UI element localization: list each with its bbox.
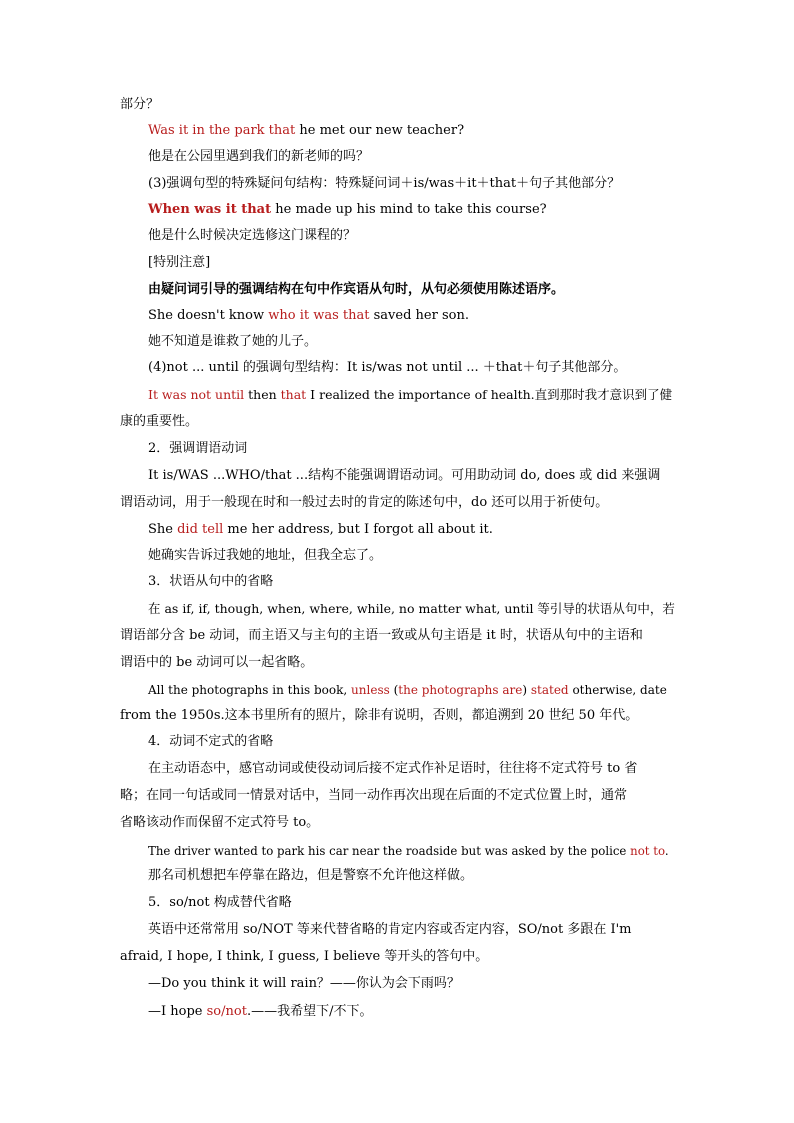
text: 康的重要性。 [120,414,199,429]
text: All the photographs in this book, [148,683,352,697]
text: he made up his mind to take this course? [271,202,547,217]
text: I realized the importance of health.直到那时我才意识到了健 [306,387,673,402]
text: 3．状语从句中的省略 [148,574,274,589]
text: —Do you think it will rain？——你认为会下雨吗？ [148,976,460,991]
text: 他是在公园里遇到我们的新老师的吗？ [148,149,370,164]
emphasis-text: unless [351,683,390,697]
emphasis-text: did tell [177,522,224,537]
text: 省略该动作而保留不定式符号 to。 [120,815,320,830]
example-sentence [148,122,676,140]
text: . [664,844,669,858]
text: .——我希望下/不下。 [246,1004,373,1019]
translation [148,547,676,565]
text-line [148,600,676,618]
emphasis-text: not to [630,844,665,858]
emphasis-text: so/not [206,1004,247,1019]
text: It is/WAS ...WHO/that ...结构不能强调谓语动词。可用助动词 do, does 或 did 来强调 [148,468,661,483]
text-line [120,413,676,431]
example-sentence [148,386,676,404]
text: saved her son. [369,308,469,323]
emphasis-text: the photographs are [398,683,523,697]
text: 谓语动词，用于一般现在时和一般过去时的肯定的陈述句中，do 还可以用于祈使句。 [120,495,609,510]
text: 谓语部分含 be 动词，而主语又与主句的主语一致或从句主语是 it 时，状语从句中的主语和 [120,628,643,643]
section-heading [148,733,676,751]
text: 部分？ [120,97,160,112]
example-sentence [148,307,676,325]
text: 他是什么时候决定选修这门课程的？ [148,228,357,243]
text: 2．强调谓语动词 [148,441,248,456]
text: 英语中还常常用 so/NOT 等来代替省略的肯定内容或否定内容，SO/not 多跟在 I'm [148,922,632,937]
example-sentence [148,521,676,539]
translation [120,707,676,725]
text: 在主动语态中，感官动词或使役动词后接不定式作补足语时，往往将不定式符号 to 省 [148,761,638,776]
section-heading [148,573,676,591]
text-line [120,494,676,512]
rule-line [148,175,676,193]
example-sentence [148,201,676,219]
section-heading [148,440,676,458]
translation [148,227,676,245]
section-heading [148,894,676,912]
note-text [148,281,676,299]
text: 略；在同一句话或同一情景对话中，当同一动作再次出现在后面的不定式位置上时，通常 [120,788,628,803]
emphasis-text: that [280,387,307,402]
text: 4．动词不定式的省略 [148,734,274,749]
text-line [148,467,676,485]
text: (4)not ... until 的强调句型结构：It is/was not until ... ＋that＋句子其他部分。 [148,360,627,375]
text: me her address, but I forgot all about it. [223,522,493,537]
text: afraid, I hope, I think, I guess, I believe 等开头的答句中。 [120,949,489,964]
text: —I hope [148,1004,207,1019]
text-line [120,787,676,805]
text: ( [389,683,399,697]
translation [148,333,676,351]
text: 在 as if, if, though, when, where, while, no matter what, until 等引导的状语从句中，若 [148,601,675,616]
note-heading [148,254,676,272]
example-sentence [148,681,676,699]
text: otherwise, date [568,683,667,697]
rule-line [148,359,676,377]
translation [148,867,676,885]
text: (3)强调句型的特殊疑问句结构：特殊疑问词＋is/was＋it＋that＋句子其他部分？ [148,176,621,191]
text-line [148,760,676,778]
emphasis-text: Was it in the park that [148,123,296,138]
text-line [120,96,676,114]
text: 那名司机想把车停靠在路边，但是警察不允许他这样做。 [148,868,474,883]
text-line [148,921,676,939]
text: then [244,387,281,402]
text: 5．so/not 构成替代省略 [148,895,292,910]
text-line [120,627,676,645]
text: 由疑问词引导的强调结构在句中作宾语从句时，从句必须使用陈述语序。 [148,282,565,297]
text-line [120,654,676,672]
example-sentence [148,842,676,860]
text: She [148,522,178,537]
translation [148,148,676,166]
text-line [120,948,676,966]
text: The driver wanted to park his car near the roadside but was asked by the police [148,844,631,858]
dialogue-line [148,1003,676,1021]
text: [特别注意] [148,255,211,270]
dialogue-line [148,975,676,993]
text: 谓语中的 be 动词可以一起省略。 [120,655,314,670]
text: 她不知道是谁救了她的儿子。 [148,334,318,349]
text: ) [522,683,531,697]
text: 她确实告诉过我她的地址，但我全忘了。 [148,548,383,563]
emphasis-text: who it was that [268,308,370,323]
emphasis-text: stated [530,683,569,697]
text: from the 1950s.这本书里所有的照片，除非有说明，否则，都追溯到 20 世纪 50 年代。 [120,708,639,723]
text: he met our new teacher? [295,123,465,138]
text: She doesn't know [148,308,269,323]
text-line [120,814,676,832]
emphasis-text: When was it that [148,202,272,217]
emphasis-text: It was not until [148,387,245,402]
